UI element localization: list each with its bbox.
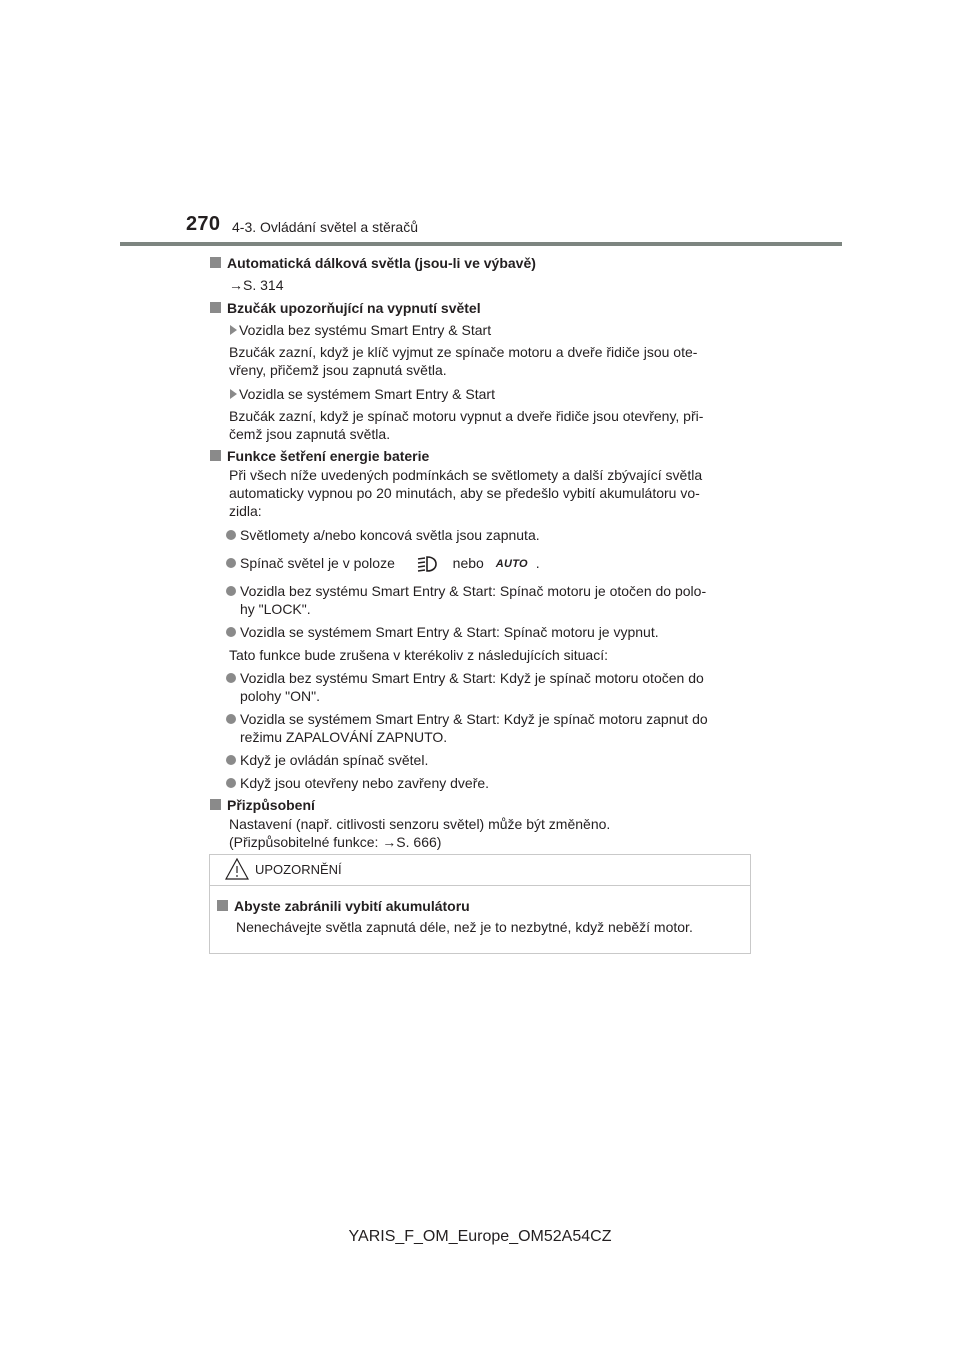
page-number: 270 (186, 213, 221, 235)
circle-bullet-icon (226, 627, 236, 637)
paragraph: Tato funkce bude zrušena v kterékoliv z následujících situací: (229, 647, 608, 663)
auto-symbol: AUTO (495, 558, 528, 571)
paragraph: Nastavení (např. citlivosti senzoru světel) může být změněno. (Přizpůsobitelné funkce: →S. 666) (229, 816, 611, 850)
list-item: Světlomety a/nebo koncová světla jsou zapnuta. (210, 526, 750, 544)
page-content (210, 254, 750, 851)
circle-bullet-icon (226, 755, 236, 765)
header-rule (120, 242, 842, 246)
section-heading-auto-high-beam: Automatická dálková světla (jsou-li ve výbavě) (210, 254, 750, 272)
circle-bullet-icon (226, 530, 236, 540)
subheading-with-smart-entry: Vozidla se systémem Smart Entry & Start (210, 385, 750, 403)
document-code: YARIS_F_OM_Europe_OM52A54CZ (348, 1228, 612, 1245)
warning-text: Nenechávejte světla zapnutá déle, než je to nezbytné, když neběží motor. (236, 919, 693, 935)
headlight-icon (415, 554, 439, 574)
list-item: Spínač světel je v poloze nebo AUTO . (210, 552, 750, 574)
warning-header (210, 855, 750, 886)
subheading-without-smart-entry: Vozidla bez systému Smart Entry & Start (210, 321, 750, 339)
list-item: Vozidla bez systému Smart Entry & Start: Spínač motoru je otočen do polo- hy "LOCK". (210, 582, 750, 618)
square-bullet-icon (210, 450, 221, 461)
section-title: 4-3. Ovládání světel a stěračů (232, 219, 418, 235)
paragraph: Bzučák zazní, když je klíč vyjmut ze spínače motoru a dveře řidiče jsou ote- vřeny, přičemž jsou zapnutá světla. (229, 344, 698, 378)
triangle-arrow-icon (230, 389, 237, 399)
triangle-arrow-icon (230, 325, 237, 335)
warning-triangle-icon (225, 858, 249, 880)
section-heading-customization: Přizpůsobení (210, 796, 750, 814)
warning-body (217, 897, 742, 936)
section-heading-buzzer: Bzučák upozorňující na vypnutí světel (210, 299, 750, 317)
square-bullet-icon (210, 257, 221, 268)
list-item: Vozidla bez systému Smart Entry & Start: Když je spínač motoru otočen do polohy "ON". (210, 669, 750, 705)
warning-box (209, 854, 751, 954)
circle-bullet-icon (226, 714, 236, 724)
warning-title: UPOZORNĚNÍ (255, 862, 342, 877)
list-item: Vozidla se systémem Smart Entry & Start: Spínač motoru je vypnut. (210, 623, 750, 641)
square-bullet-icon (210, 302, 221, 313)
list-item: Když jsou otevřeny nebo zavřeny dveře. (210, 774, 750, 792)
square-bullet-icon (217, 900, 228, 911)
circle-bullet-icon (226, 586, 236, 596)
paragraph: Při všech níže uvedených podmínkách se světlomety a další zbývající světla automaticky vypnou po 20 minutách, aby se předešlo vybití akumulátoru vo- zidla: (229, 467, 703, 519)
section-heading-battery-saver: Funkce šetření energie baterie (210, 447, 750, 465)
page-reference: →S. 314 (229, 277, 284, 293)
square-bullet-icon (210, 799, 221, 810)
circle-bullet-icon (226, 558, 236, 568)
list-item: Když je ovládán spínač světel. (210, 751, 750, 769)
warning-heading: Abyste zabránili vybití akumulátoru (217, 897, 742, 915)
paragraph: Bzučák zazní, když je spínač motoru vypnut a dveře řidiče jsou otevřeny, při- čemž jsou zapnutá světla. (229, 408, 704, 442)
list-item: Vozidla se systémem Smart Entry & Start: Když je spínač motoru zapnut do režimu ZAPALOVÁNÍ ZAPNUTO. (210, 710, 750, 746)
circle-bullet-icon (226, 778, 236, 788)
circle-bullet-icon (226, 673, 236, 683)
